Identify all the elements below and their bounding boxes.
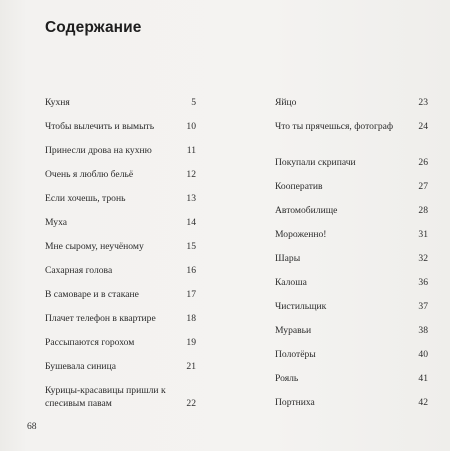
toc-entry-page: 10	[186, 121, 196, 132]
toc-entry-title: Чтобы вылечить и вымыть	[45, 121, 155, 132]
toc-entry-title: Мне сырому, неучёному	[45, 241, 144, 252]
toc-entry	[45, 385, 196, 410]
toc-entry-page: 22	[186, 397, 196, 409]
toc-entry	[45, 217, 196, 230]
toc-entry-page: 17	[186, 289, 196, 300]
toc-entry-title: Бушевала синица	[45, 361, 116, 372]
toc-entry-page: 18	[186, 313, 196, 324]
toc-entry-page: 23	[418, 97, 428, 108]
toc-entry-title: Если хочешь, тронь	[45, 193, 126, 204]
toc-entry	[275, 277, 428, 290]
toc-entry	[45, 313, 196, 326]
toc-entry-page: 40	[418, 349, 428, 360]
toc-entry	[45, 289, 196, 302]
toc-entry-title: Муха	[45, 217, 68, 228]
toc-entry	[275, 157, 428, 170]
toc-entry-title: Портниха	[275, 397, 315, 408]
toc-entry-title: Покупали скрипачи	[275, 157, 356, 168]
toc-entry-title: Калоша	[275, 277, 307, 288]
toc-entry	[275, 325, 428, 338]
toc-entry-page: 31	[418, 229, 428, 240]
toc-entry-page: 27	[418, 181, 428, 192]
toc-entry-page: 26	[418, 157, 428, 168]
toc-entry-page: 38	[418, 325, 428, 336]
toc-entry	[45, 265, 196, 278]
toc-entry	[45, 361, 196, 374]
toc-entry-page: 32	[418, 253, 428, 264]
page-title: Содержание	[45, 19, 142, 36]
toc-entry	[275, 397, 428, 410]
toc-entry	[45, 337, 196, 350]
toc-entry-title: Рассыпаются горохом	[45, 337, 135, 348]
toc-entry-page: 24	[418, 121, 428, 132]
toc-entry-title: Полотёры	[275, 349, 316, 360]
toc-entry-title: Кухня	[45, 97, 70, 108]
toc-entry	[45, 241, 196, 254]
toc-entry	[275, 181, 428, 194]
toc-entry	[275, 121, 428, 134]
toc-entry-title: Яйцо	[275, 97, 297, 108]
toc-entry-page: 37	[418, 301, 428, 312]
toc-entry	[275, 205, 428, 218]
toc-entry	[275, 97, 428, 110]
toc-entry-title: Очень я люблю бельё	[45, 169, 134, 180]
toc-entry-title: Что ты прячешься, фотограф	[275, 121, 394, 132]
toc-entry-page: 36	[418, 277, 428, 288]
toc-entry-title: Рояль	[275, 373, 299, 384]
toc-entry	[45, 169, 196, 182]
toc-entry	[275, 229, 428, 242]
toc-entry	[45, 97, 196, 110]
toc-entry-title: Чистильщик	[275, 301, 327, 312]
toc-entry-page: 11	[186, 145, 196, 156]
toc-entry	[45, 145, 196, 158]
toc-entry-page: 19	[186, 337, 196, 348]
toc-entry	[275, 373, 428, 386]
toc-entry-title: Плачет телефон в квартире	[45, 313, 156, 324]
toc-entry-title: Сахарная голова	[45, 265, 113, 276]
toc-entry	[45, 121, 196, 134]
toc-entry-title: Курицы-красавицы пришли к спесивым павам	[45, 385, 166, 409]
toc-entry	[275, 349, 428, 362]
toc-entry-title: Шары	[275, 253, 301, 264]
toc-entry-page: 15	[186, 241, 196, 252]
toc-entry-title: В самоваре и в стакане	[45, 289, 139, 300]
toc-entry-page: 12	[186, 169, 196, 180]
toc-entry-title: Кооператив	[275, 181, 323, 192]
toc-entry-title: Муравьи	[275, 325, 312, 336]
toc-entry-title: Мороженно!	[275, 229, 327, 240]
toc-entry-page: 14	[186, 217, 196, 228]
toc-entry-page: 21	[186, 361, 196, 372]
toc-entry-page: 42	[418, 397, 428, 408]
toc-entry-title: Автомобилище	[275, 205, 338, 216]
toc-entry-page: 41	[418, 373, 428, 384]
toc-entry	[275, 253, 428, 266]
toc-entry-page: 28	[418, 205, 428, 216]
toc-entry-page: 5	[191, 97, 196, 108]
toc-entry	[275, 301, 428, 314]
toc-entry	[45, 193, 196, 206]
page-number: 68	[27, 421, 37, 432]
toc-entry-page: 13	[186, 193, 196, 204]
toc-entry-page: 16	[186, 265, 196, 276]
toc-entry-title: Принесли дрова на кухню	[45, 145, 152, 156]
